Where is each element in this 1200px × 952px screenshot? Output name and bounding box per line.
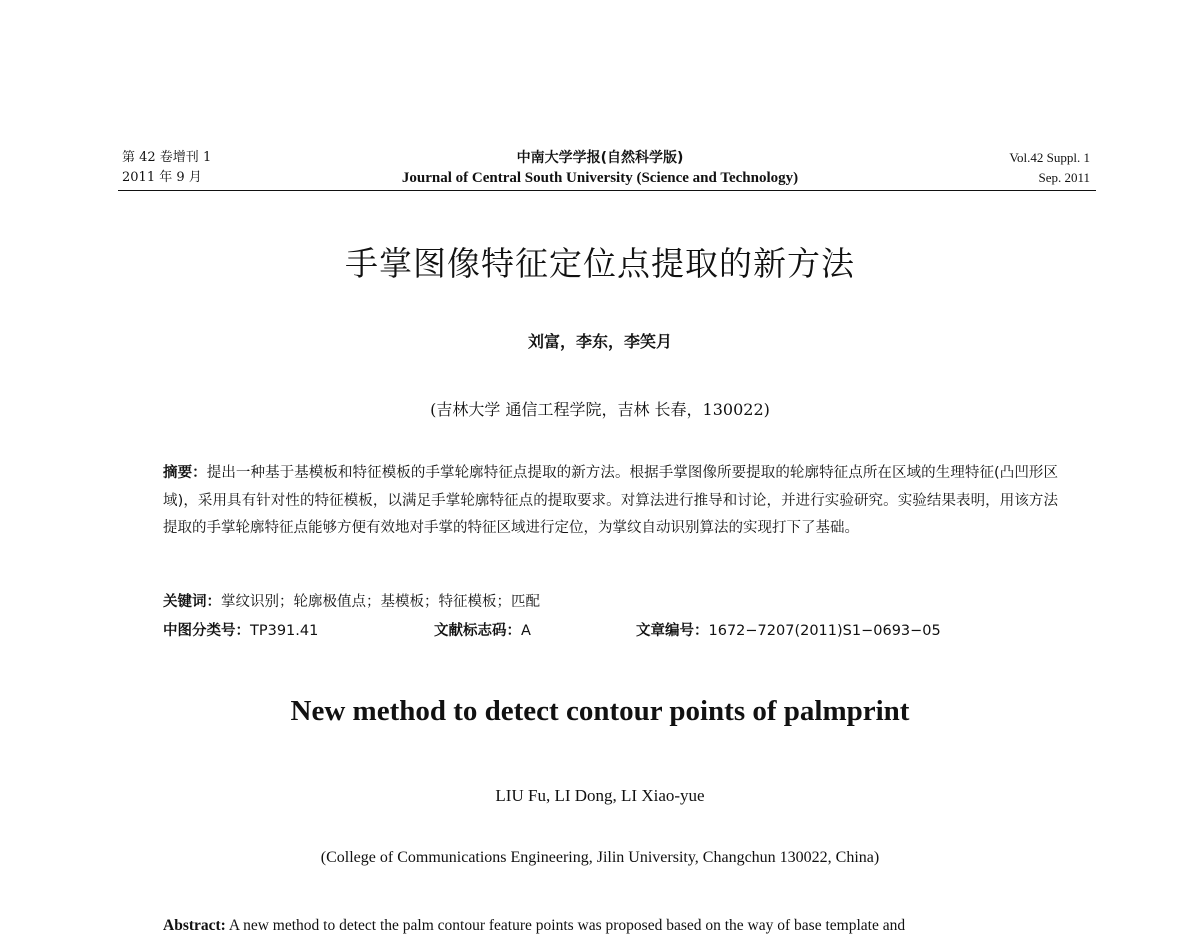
volume-issue-cn: 第 42 卷增刊 1 xyxy=(122,150,212,165)
publication-date-cn: 2011 年 9 月 xyxy=(122,170,202,185)
keywords-cn-text: 掌纹识别；轮廓极值点；基模板；特征模板；匹配 xyxy=(221,594,540,610)
article-number-value: 1672−7207(2011)S1−0693−05 xyxy=(708,623,941,639)
paper-title-cn: 手掌图像特征定位点提取的新方法 xyxy=(345,244,855,283)
abstract-cn-label: 摘要： xyxy=(163,465,207,481)
clc-label: 中图分类号： xyxy=(163,623,250,639)
publication-date-en: Sep. 2011 xyxy=(1038,170,1090,185)
document-code-label: 文献标志码： xyxy=(434,623,521,639)
article-number-label: 文章编号： xyxy=(636,623,709,639)
article-number xyxy=(636,619,941,643)
journal-name-cn: 中南大学学报(自然科学版) xyxy=(516,150,684,166)
keywords-cn xyxy=(163,590,540,614)
clc-value: TP391.41 xyxy=(250,623,319,639)
affiliation-cn: (吉林大学 通信工程学院，吉林 长春，130022) xyxy=(430,400,770,419)
abstract-en-label: Abstract: xyxy=(163,917,226,934)
journal-name-en: Journal of Central South University (Science and Technology) xyxy=(401,170,799,186)
abstract-cn-text: 提出一种基于基模板和特征模板的手掌轮廓特征点提取的新方法。根据手掌图像所要提取的轮廓特征点所在区域的生理特征(凸凹形区域)，采用具有针对性的特征模板，以满足手掌轮廓特征点的提取要求。对算法进行推导和讨论，并进行实验研究。实验结果表明，用该方法提取的手掌轮廓特征点能够方便有效地对手掌的特征区域进行定位，为掌纹自动识别算法的实现打下了基础。 xyxy=(163,465,1059,536)
document-code xyxy=(434,619,531,643)
abstract-cn xyxy=(163,460,1058,543)
affiliation-en: (College of Communications Engineering, Jilin University, Changchun 130022, China) xyxy=(320,849,880,866)
journal-volume-info-en xyxy=(1009,148,1090,188)
paper-title-en: New method to detect contour points of palmprint xyxy=(290,695,910,727)
document-code-value: A xyxy=(521,623,531,639)
volume-issue-en: Vol.42 Suppl. 1 xyxy=(1009,150,1090,165)
authors-en: LIU Fu, LI Dong, LI Xiao-yue xyxy=(495,786,705,805)
keywords-cn-label: 关键词： xyxy=(163,594,221,610)
abstract-en xyxy=(163,915,1063,937)
authors-cn: 刘富，李东，李笑月 xyxy=(527,332,672,351)
abstract-en-text: A new method to detect the palm contour feature points was proposed based on the way of base template and xyxy=(228,917,906,934)
clc-number xyxy=(163,619,318,643)
header-divider xyxy=(118,190,1096,191)
